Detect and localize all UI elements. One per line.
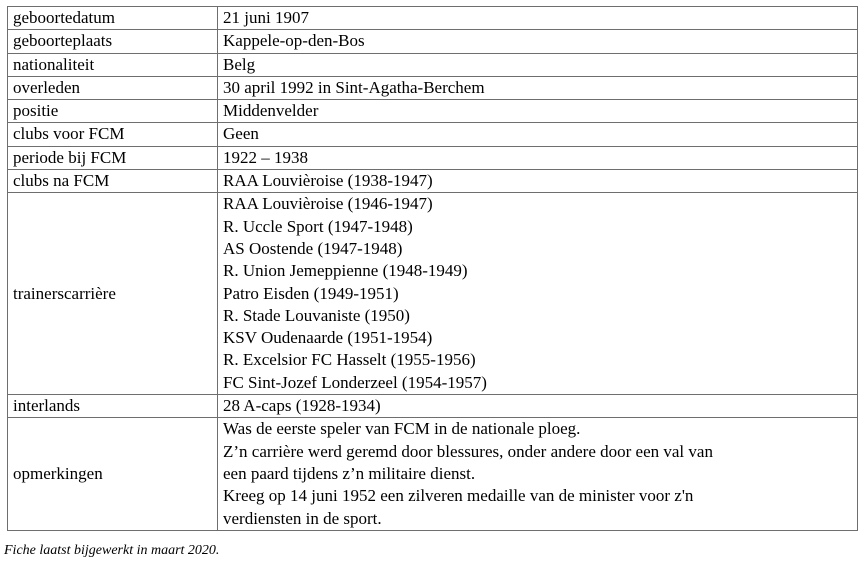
row-value: 1922 – 1938 (218, 146, 858, 169)
table-row-position (8, 100, 858, 123)
row-value: Geen (218, 123, 858, 146)
table-row-nationality (8, 53, 858, 76)
row-value: Belg (218, 53, 858, 76)
remarks-line: Z’n carrière werd geremd door blessures, onder andere door een val van (223, 441, 713, 461)
row-label: geboortedatum (8, 7, 218, 30)
row-label: geboorteplaats (8, 30, 218, 53)
row-value: 21 juni 1907 (218, 7, 858, 30)
player-fiche-table (7, 6, 858, 531)
table-row-trainer-career (8, 193, 858, 395)
trainer-career-item: R. Union Jemeppienne (1948-1949) (223, 261, 468, 281)
table-row-birthplace (8, 30, 858, 53)
row-label: clubs na FCM (8, 170, 218, 193)
table-row-birthdate (8, 7, 858, 30)
table-row-period (8, 146, 858, 169)
row-label: positie (8, 100, 218, 123)
trainer-career-list (218, 193, 858, 395)
row-label: nationaliteit (8, 53, 218, 76)
table-row-clubs-before (8, 123, 858, 146)
table-row-remarks (8, 418, 858, 530)
row-label: opmerkingen (8, 418, 218, 530)
last-updated-note: Fiche laatst bijgewerkt in maart 2020. (4, 543, 220, 558)
remarks-text (218, 418, 858, 530)
row-label: interlands (8, 395, 218, 418)
row-value: RAA Louvièroise (1938-1947) (218, 170, 858, 193)
row-label: clubs voor FCM (8, 123, 218, 146)
trainer-career-item: FC Sint-Jozef Londerzeel (1954-1957) (223, 372, 487, 392)
trainer-career-item: R. Excelsior FC Hasselt (1955-1956) (223, 350, 476, 370)
table-row-clubs-after (8, 170, 858, 193)
remarks-line: een paard tijdens z’n militaire dienst. (223, 463, 476, 483)
trainer-career-item: R. Uccle Sport (1947-1948) (223, 216, 413, 236)
trainer-career-item: AS Oostende (1947-1948) (223, 238, 403, 258)
row-value: 30 april 1992 in Sint-Agatha-Berchem (218, 76, 858, 99)
trainer-career-item: RAA Louvièroise (1946-1947) (223, 194, 433, 214)
table-row-deceased (8, 76, 858, 99)
trainer-career-item: KSV Oudenaarde (1951-1954) (223, 328, 433, 348)
table-row-interlands (8, 395, 858, 418)
remarks-line: Kreeg op 14 juni 1952 een zilveren medaille van de minister voor z'n (223, 486, 694, 506)
row-value: 28 A-caps (1928-1934) (218, 395, 858, 418)
remarks-line: verdiensten in de sport. (223, 508, 382, 528)
row-value: Middenvelder (218, 100, 858, 123)
row-value: Kappele-op-den-Bos (218, 30, 858, 53)
row-label: trainerscarrière (8, 193, 218, 395)
remarks-line: Was de eerste speler van FCM in de nationale ploeg. (223, 419, 581, 439)
row-label: periode bij FCM (8, 146, 218, 169)
trainer-career-item: R. Stade Louvaniste (1950) (223, 305, 410, 325)
trainer-career-item: Patro Eisden (1949-1951) (223, 283, 399, 303)
row-label: overleden (8, 76, 218, 99)
